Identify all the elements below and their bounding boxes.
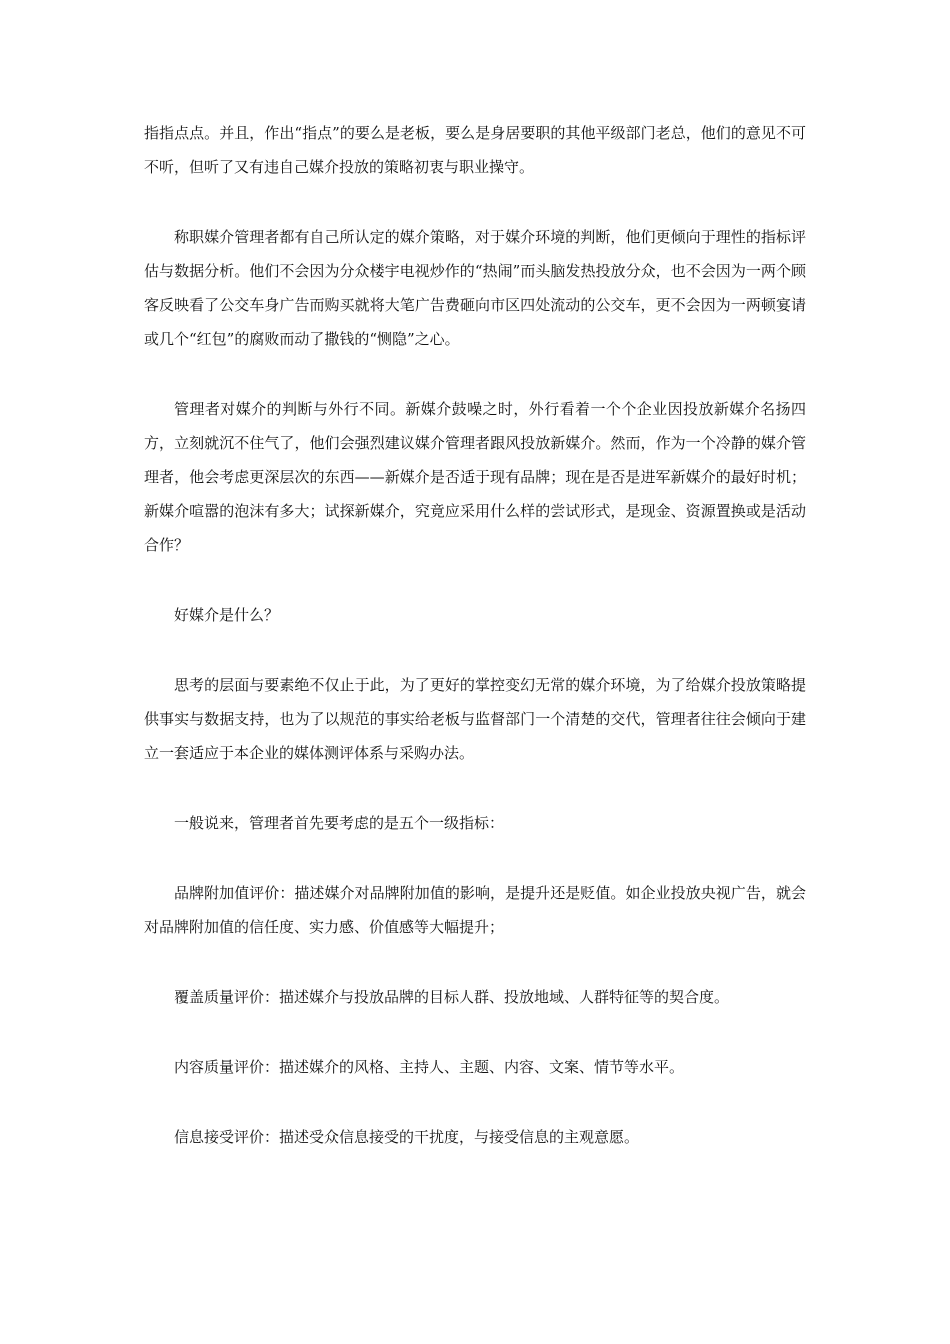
paragraph-4: 好媒介是什么？ <box>174 606 280 624</box>
paragraph-9: 内容质量评价：描述媒介的风格、主持人、主题、内容、文案、情节等水平。 <box>174 1058 685 1076</box>
paragraph-6: 一般说来，管理者首先要考虑的是五个一级指标： <box>174 814 505 832</box>
paragraph-5: 思考的层面与要素绝不仅止于此，为了更好的掌控变幻无常的媒介环境，为了给媒介投放策略提供事实与数据支持，也为了以规范的事实给老板与监督部门一个清楚的交代，管理者往往会倾向于建立一套适应于本企业的媒体测评体系与采购办法。 <box>144 676 806 762</box>
paragraph-2: 称职媒介管理者都有自己所认定的媒介策略，对于媒介环境的判断，他们更倾向于理性的指标评估与数据分析。他们不会因为分众楼宇电视炒作的“热闹”而头脑发热投放分众，也不会因为一两个顾客反映看了公交车身广告而购买就将大笔广告费砸向市区四处流动的公交车，更不会因为一两顿宴请或几个“红包”的腐败而动了撒钱的“恻隐”之心。 <box>144 228 806 348</box>
paragraph-7: 品牌附加值评价：描述媒介对品牌附加值的影响，是提升还是贬值。如企业投放央视广告，就会对品牌附加值的信任度、实力感、价值感等大幅提升； <box>144 884 806 936</box>
document-body <box>144 116 806 1190</box>
paragraph-1: 指指点点。并且，作出“指点”的要么是老板，要么是身居要职的其他平级部门老总，他们的意见不可不听，但听了又有违自己媒介投放的策略初衷与职业操守。 <box>144 124 806 176</box>
paragraph-8: 覆盖质量评价：描述媒介与投放品牌的目标人群、投放地域、人群特征等的契合度。 <box>174 988 730 1006</box>
paragraph-3: 管理者对媒介的判断与外行不同。新媒介鼓噪之时，外行看着一个个企业因投放新媒介名扬四方，立刻就沉不住气了，他们会强烈建议媒介管理者跟风投放新媒介。然而，作为一个冷静的媒介管理者，他会考虑更深层次的东西——新媒介是否适于现有品牌；现在是否是进军新媒介的最好时机；新媒介喧嚣的泡沫有多大；试探新媒介，究竟应采用什么样的尝试形式，是现金、资源置换或是活动合作？ <box>144 400 806 554</box>
paragraph-10: 信息接受评价：描述受众信息接受的干扰度，与接受信息的主观意愿。 <box>174 1128 640 1146</box>
